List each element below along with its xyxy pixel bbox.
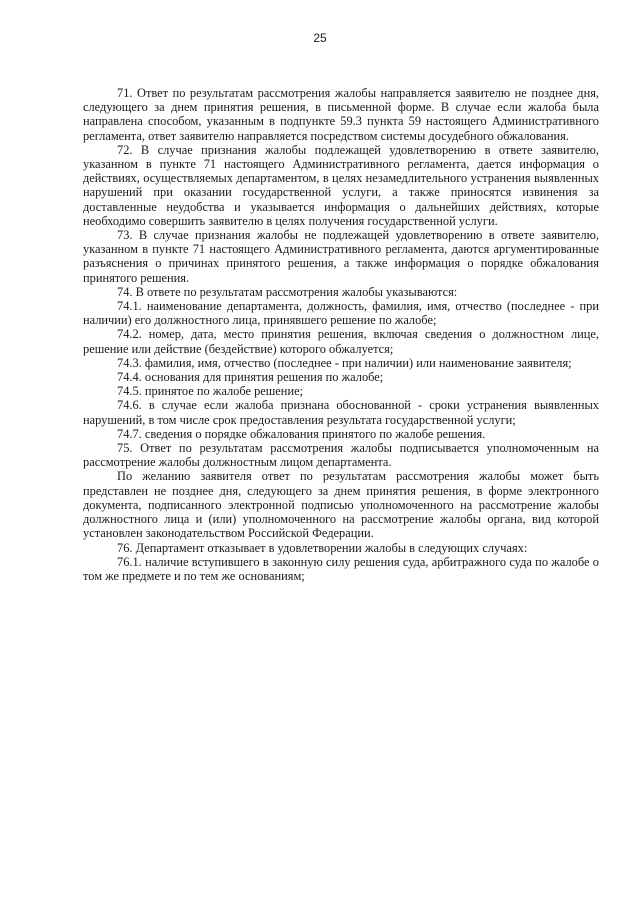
paragraph-76: 76. Департамент отказывает в удовлетворении жалобы в следующих случаях:: [117, 540, 528, 555]
paragraph-75: 75. Ответ по результатам рассмотрения жалобы подписывается уполномоченным на рассмотрение жалобы должностным лицом департамента.: [83, 441, 599, 470]
paragraph-72: 72. В случае признания жалобы подлежащей удовлетворению в ответе заявителю, указанном в пункте 71 настоящего Административного регламента, дается информация о действиях, осуществляемых департаментом, в целях незамедлительного устранения выявленных нарушений при оказании государственной услуги, а также приносятся извинения за доставленные неудобства и указывается информация о дальнейших действиях, которые необходимо совершить заявителю в целях получения государственной услуги.: [83, 142, 599, 228]
paragraph-75-electronic: По желанию заявителя ответ по результатам рассмотрения жалобы может быть представлен не позднее дня, следующего за днем принятия решения, в форме электронного документа, подписанного электронной подписью уполномоченного на рассмотрение жалобы должностного лица и (или) уполномоченного на рассмотрение жалобы органа, вид которой установлен законодательством Российской Федерации.: [83, 469, 599, 541]
paragraph-74-5: 74.5. принятое по жалобе решение;: [117, 384, 304, 399]
paragraph-74: 74. В ответе по результатам рассмотрения жалобы указываются:: [117, 284, 458, 299]
paragraph-74-4: 74.4. основания для принятия решения по жалобе;: [117, 370, 384, 385]
paragraph-74-1: 74.1. наименование департамента, должность, фамилия, имя, отчество (последнее - при наличии) его должностного лица, принявшего решение по жалобе;: [83, 299, 599, 328]
document-body: [83, 86, 599, 583]
paragraph-76-1: 76.1. наличие вступившего в законную силу решения суда, арбитражного суда по жалобе о том же предмете и по тем же основаниям;: [83, 554, 599, 583]
paragraph-74-3: 74.3. фамилия, имя, отчество (последнее - при наличии) или наименование заявителя;: [117, 355, 572, 370]
paragraph-71: 71. Ответ по результатам рассмотрения жалобы направляется заявителю не позднее дня, следующего за днем принятия решения, в письменной форме. В случае если жалоба была направлена способом, указанным в подпункте 59.3 пункта 59 настоящего Административного регламента, ответ заявителю направляется посредством системы досудебного обжалования.: [83, 86, 599, 143]
page-number: 25: [313, 31, 327, 45]
paragraph-74-2: 74.2. номер, дата, место принятия решения, включая сведения о должностном лице, решение или действие (бездействие) которого обжалуется;: [83, 327, 599, 356]
paragraph-74-6: 74.6. в случае если жалоба признана обоснованной - сроки устранения выявленных нарушений, в том числе срок предоставления результата государственной услуги;: [83, 398, 599, 427]
paragraph-73: 73. В случае признания жалобы не подлежащей удовлетворению в ответе заявителю, указанном в пункте 71 настоящего Административного регламента, даются аргументированные разъяснения о причинах принятого решения, а также информация о порядке обжалования принятого решения.: [83, 228, 599, 285]
paragraph-74-7: 74.7. сведения о порядке обжалования принятого по жалобе решения.: [117, 426, 486, 441]
